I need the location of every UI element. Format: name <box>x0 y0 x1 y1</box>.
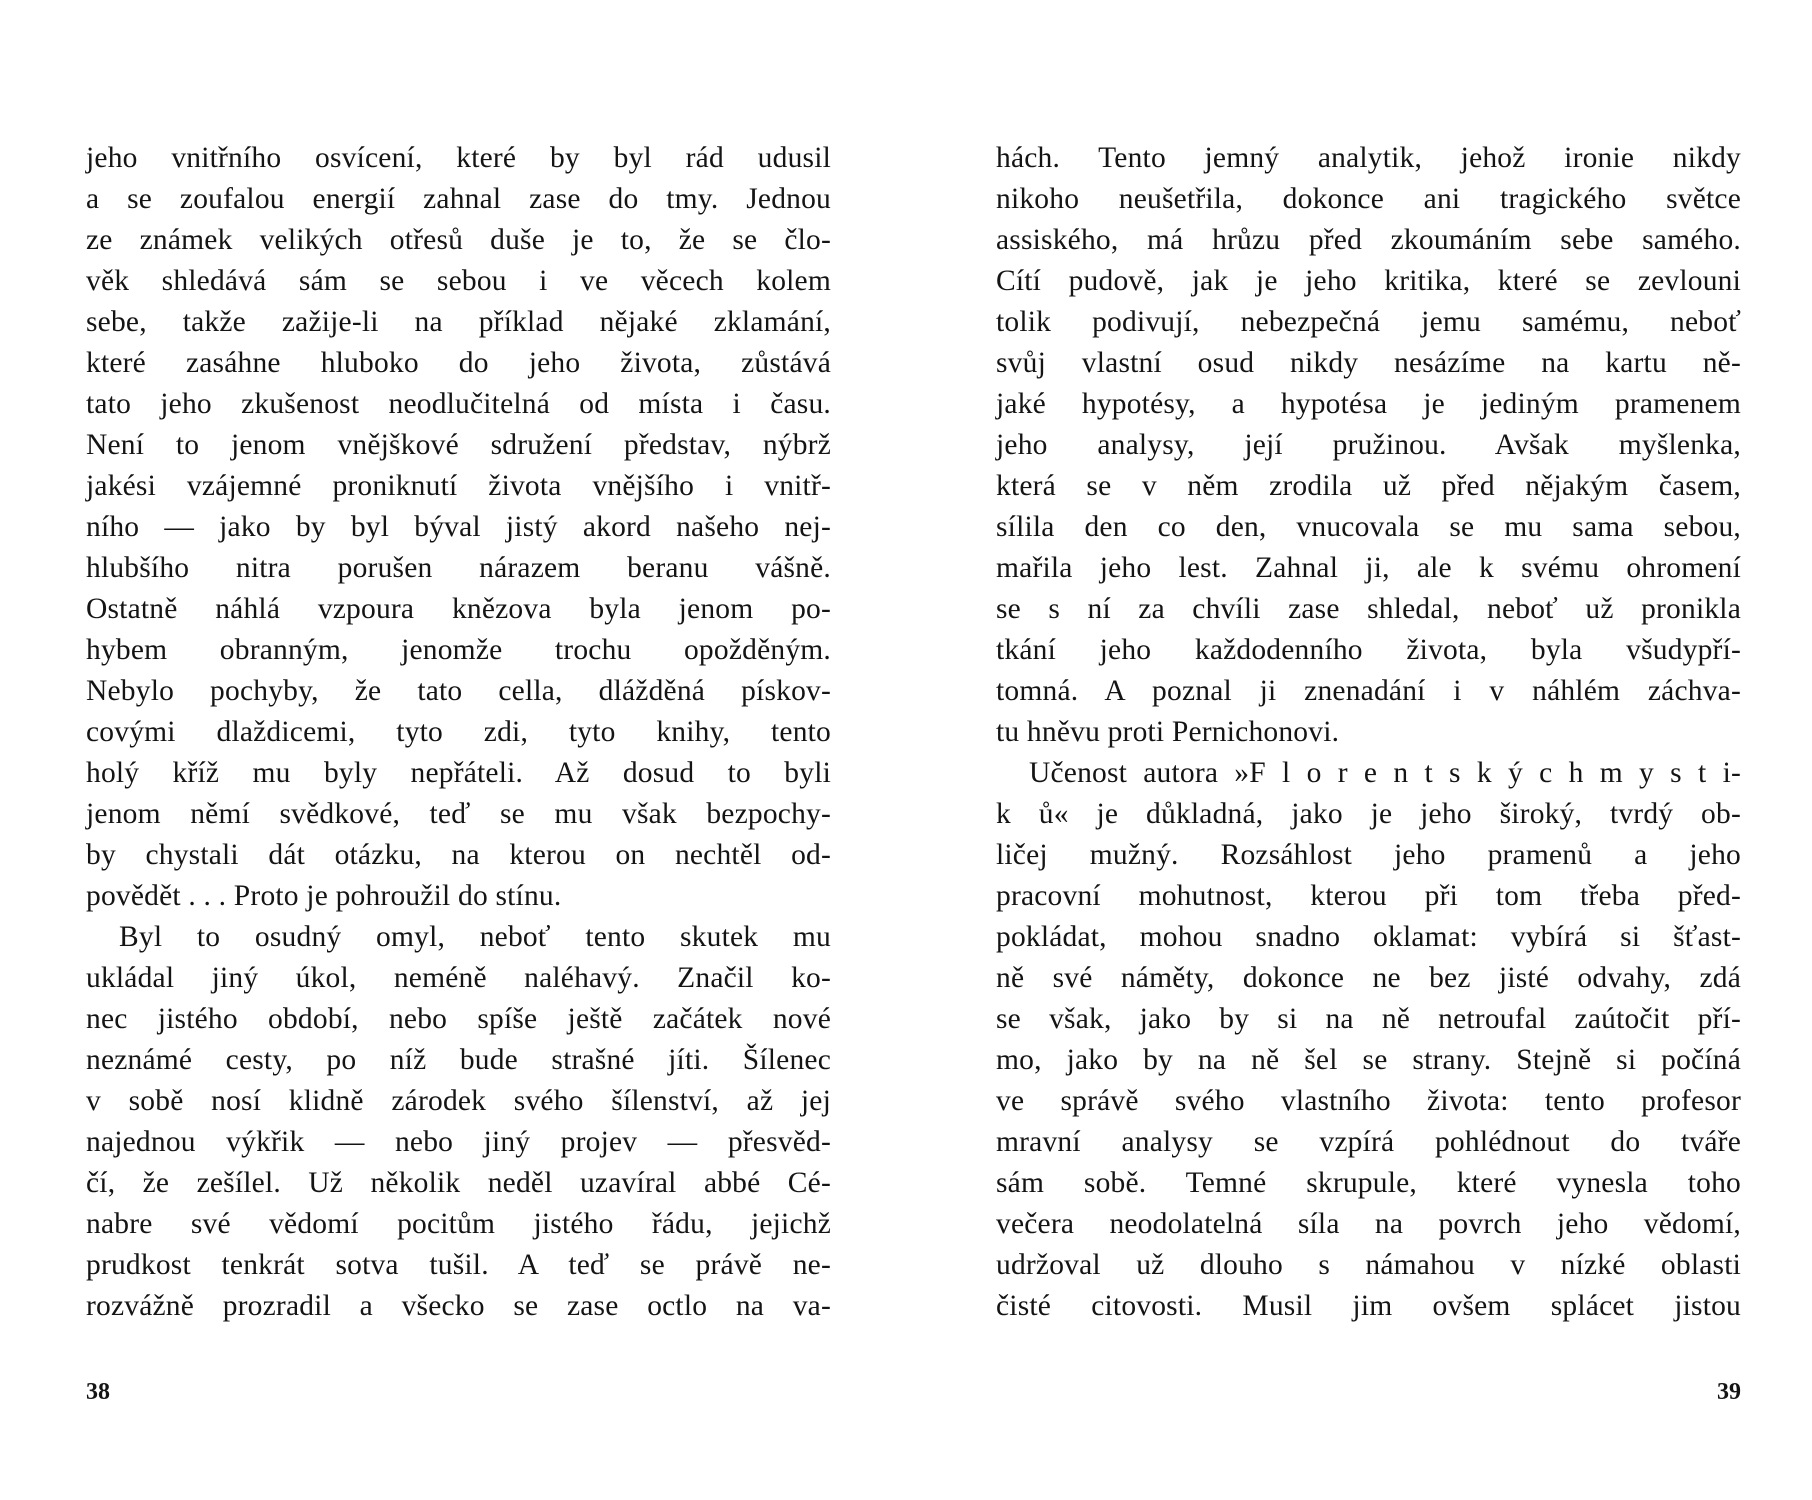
text-line: se s ní za chvíli zase shledal, neboť už pronikla <box>996 593 1741 625</box>
text-line: se však, jako by si na ně netroufal zaútočit pří- <box>996 1003 1741 1035</box>
text-line: večera neodolatelná síla na povrch jeho vědomí, <box>996 1208 1741 1240</box>
text-line: ního — jako by byl býval jistý akord našeho nej- <box>86 511 831 543</box>
text-line: pokládat, mohou snadno oklamat: vybírá si šťast- <box>996 921 1741 953</box>
text-line: ve správě svého vlastního života: tento profesor <box>996 1085 1741 1117</box>
text-line: sílila den co den, vnucovala se mu sama sebou, <box>996 511 1741 543</box>
text-line: tato jeho zkušenost neodlučitelná od místa i času. <box>86 388 831 420</box>
text-line: tkání jeho každodenního života, byla všudypří- <box>996 634 1741 666</box>
text-line: k ů« je důkladná, jako je jeho široký, tvrdý ob- <box>996 798 1741 830</box>
text-line: hách. Tento jemný analytik, jehož ironie nikdy <box>996 142 1741 174</box>
text-line: povědět . . . Proto je pohroužil do stínu. <box>86 880 562 912</box>
text-line: nec jistého období, nebo spíše ještě začátek nové <box>86 1003 831 1035</box>
text-line: assiského, má hrůzu před zkoumáním sebe samého. <box>996 224 1741 256</box>
text-line: neznámé cesty, po níž bude strašné jíti. Šílenec <box>86 1044 831 1076</box>
text-line: rozvážně prozradil a všecko se zase octlo na va- <box>86 1290 831 1322</box>
text-line: jenom němí svědkové, teď se mu však bezpochy- <box>86 798 831 830</box>
text-line: čí, že zešílel. Už několik neděl uzavíral abbé Cé- <box>86 1167 831 1199</box>
text-line: tu hněvu proti Pernichonovi. <box>996 716 1340 748</box>
text-line: Ostatně náhlá vzpoura knězova byla jenom po- <box>86 593 831 625</box>
text-line: hybem obranným, jenomže trochu opožděným. <box>86 634 831 666</box>
text-line: covými dlaždicemi, tyto zdi, tyto knihy, tento <box>86 716 831 748</box>
text-line: jaké hypotésy, a hypotésa je jediným pramenem <box>996 388 1741 420</box>
left-page-text <box>86 138 831 1327</box>
text-line: mařila jeho lest. Zahnal ji, ale k svému ohromení <box>996 552 1741 584</box>
text-line: mo, jako by na ně šel se strany. Stejně si počíná <box>996 1044 1741 1076</box>
text-line: Byl to osudný omyl, neboť tento skutek mu <box>119 921 831 953</box>
text-line: Cítí pudově, jak je jeho kritika, které se zevlouni <box>996 265 1741 297</box>
text-line: Učenost autora »F l o r e n t s k ý c h m y s t i- <box>1029 757 1741 789</box>
text-line: mravní analysy se vzpírá pohlédnout do tváře <box>996 1126 1741 1158</box>
text-line: by chystali dát otázku, na kterou on nechtěl od- <box>86 839 831 871</box>
text-line: jakési vzájemné proniknutí života vnějšího i vnitř- <box>86 470 831 502</box>
text-line: ze známek velikých otřesů duše je to, že se člo- <box>86 224 831 256</box>
text-line: Nebylo pochyby, že tato cella, dlážděná pískov- <box>86 675 831 707</box>
right-page-text <box>996 138 1741 1327</box>
text-line: nabre své vědomí pocitům jistého řádu, jejichž <box>86 1208 831 1240</box>
text-line: věk shledává sám se sebou i ve věcech kolem <box>86 265 831 297</box>
text-line: tolik podivují, nebezpečná jemu samému, neboť <box>996 306 1741 338</box>
text-line: sebe, takže zažije-li na příklad nějaké zklamání, <box>86 306 831 338</box>
right-page <box>906 0 1812 1500</box>
text-line: čisté citovosti. Musil jim ovšem splácet jistou <box>996 1290 1741 1322</box>
page-number: 38 <box>86 1379 110 1405</box>
text-line: v sobě nosí klidně zárodek svého šílenství, až jej <box>86 1085 831 1117</box>
text-line: svůj vlastní osud nikdy nesázíme na kartu ně- <box>996 347 1741 379</box>
text-line: pracovní mohutnost, kterou při tom třeba před- <box>996 880 1741 912</box>
text-line: udržoval už dlouho s námahou v nízké oblasti <box>996 1249 1741 1281</box>
page-number: 39 <box>1717 1379 1741 1405</box>
text-line: jeho analysy, její pružinou. Avšak myšlenka, <box>996 429 1741 461</box>
text-line: jeho vnitřního osvícení, které by byl rád udusil <box>86 142 831 174</box>
text-line: které zasáhne hluboko do jeho života, zůstává <box>86 347 831 379</box>
text-line: prudkost tenkrát sotva tušil. A teď se právě ne- <box>86 1249 831 1281</box>
text-line: ličej mužný. Rozsáhlost jeho pramenů a jeho <box>996 839 1741 871</box>
text-line: Není to jenom vnějškové sdružení představ, nýbrž <box>86 429 831 461</box>
text-line: ukládal jiný úkol, neméně naléhavý. Značil ko- <box>86 962 831 994</box>
text-line: a se zoufalou energií zahnal zase do tmy. Jednou <box>86 183 831 215</box>
text-line: najednou výkřik — nebo jiný projev — přesvěd- <box>86 1126 831 1158</box>
text-line: hlubšího nitra porušen nárazem beranu vášně. <box>86 552 831 584</box>
text-line: která se v něm zrodila už před nějakým časem, <box>996 470 1741 502</box>
text-line: sám sobě. Temné skrupule, které vynesla toho <box>996 1167 1741 1199</box>
text-line: tomná. A poznal ji znenadání i v náhlém záchva- <box>996 675 1741 707</box>
text-line: nikoho neušetřila, dokonce ani tragického světce <box>996 183 1741 215</box>
text-line: holý kříž mu byly nepřáteli. Až dosud to byli <box>86 757 831 789</box>
text-line: ně své náměty, dokonce ne bez jisté odvahy, zdá <box>996 962 1741 994</box>
